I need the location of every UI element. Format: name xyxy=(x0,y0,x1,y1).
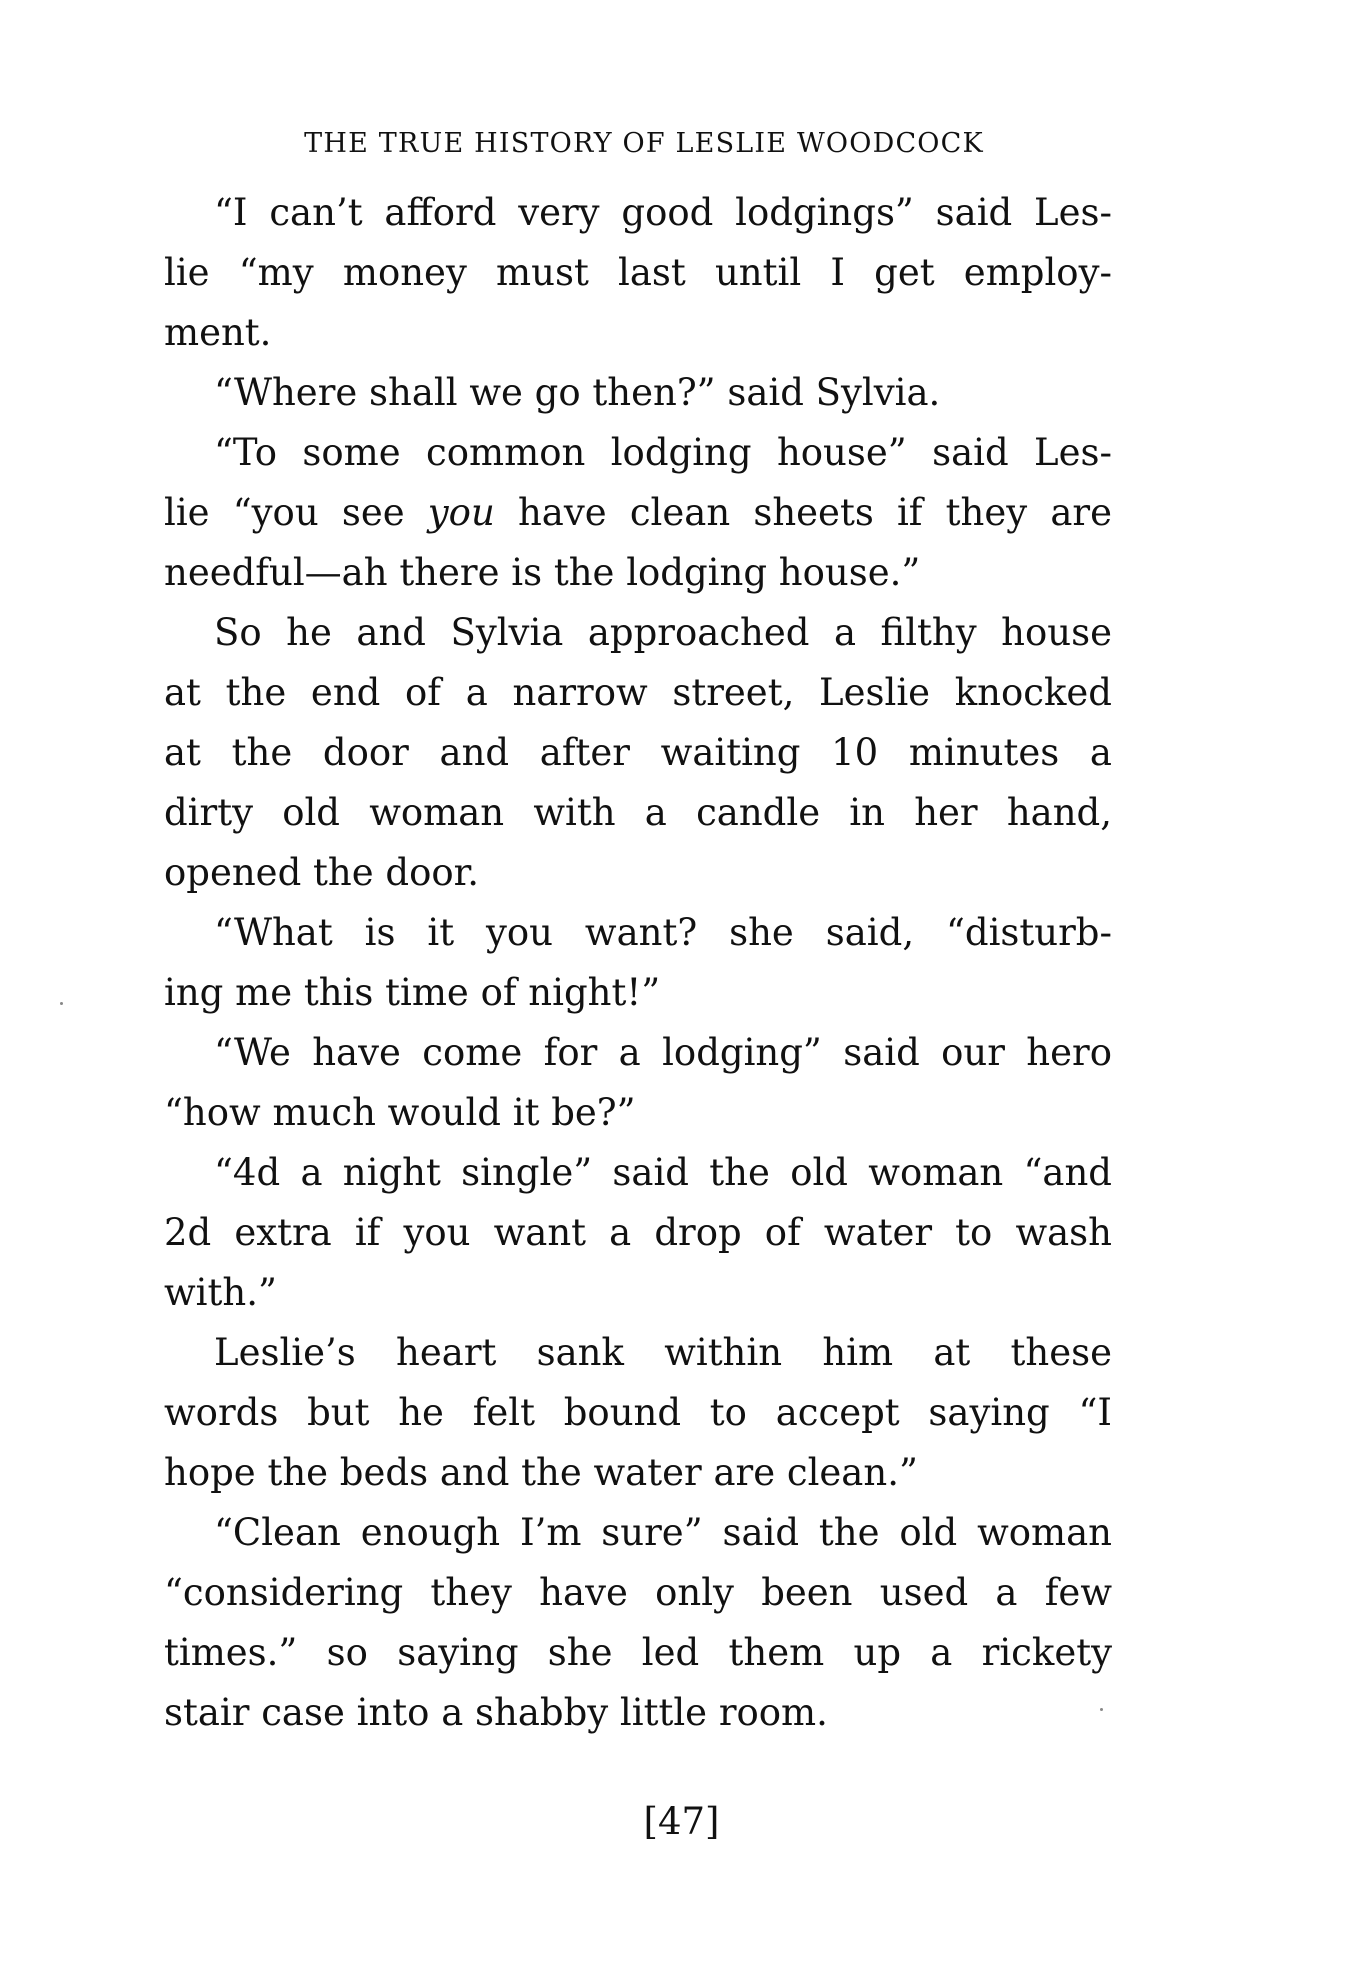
text-fragment: have clean sheets if they are xyxy=(494,491,1112,534)
text-line: Leslie’s heart sank within him at these xyxy=(214,1331,1112,1374)
text-line: lie “my money must last until I get employ- xyxy=(164,251,1112,294)
text-line: ment. xyxy=(164,311,272,354)
page-number: [47] xyxy=(643,1800,720,1843)
text-line: at the door and after waiting 10 minutes a xyxy=(164,731,1112,774)
text-line: needful—ah there is the lodging house.” xyxy=(164,551,921,594)
text-line: at the end of a narrow street, Leslie knocked xyxy=(164,671,1112,714)
text-line: with.” xyxy=(164,1271,277,1314)
text-line: “Clean enough I’m sure” said the old woman xyxy=(214,1511,1112,1554)
text-line: hope the beds and the water are clean.” xyxy=(164,1451,918,1494)
paper-speck xyxy=(60,1002,63,1005)
text-line: “Where shall we go then?” said Sylvia. xyxy=(214,371,941,414)
text-line xyxy=(164,483,1112,543)
text-line: “We have come for a lodging” said our hero xyxy=(214,1031,1112,1074)
text-line: ing me this time of night!” xyxy=(164,971,661,1014)
text-line: “To some common lodging house” said Les- xyxy=(214,431,1112,474)
text-line: 2d extra if you want a drop of water to wash xyxy=(164,1211,1112,1254)
text-line: “how much would it be?” xyxy=(164,1091,636,1134)
text-line: “What is it you want? she said, “disturb- xyxy=(214,911,1112,954)
text-line: stair case into a shabby little room. xyxy=(164,1691,828,1734)
text-line: “considering they have only been used a few xyxy=(164,1571,1112,1614)
body-text xyxy=(164,183,1112,1743)
text-line: words but he felt bound to accept saying “I xyxy=(164,1391,1112,1434)
text-line: dirty old woman with a candle in her hand, xyxy=(164,791,1112,834)
text-line: times.” so saying she led them up a rickety xyxy=(164,1631,1112,1674)
text-line: opened the door. xyxy=(164,851,480,894)
paper-speck xyxy=(1100,1708,1103,1711)
text-line: “I can’t afford very good lodgings” said Les- xyxy=(214,191,1112,234)
italic-word: you xyxy=(427,491,495,534)
text-fragment: lie “you see xyxy=(164,491,428,534)
text-line: “4d a night single” said the old woman “and xyxy=(214,1151,1112,1194)
running-head: THE TRUE HISTORY OF LESLIE WOODCOCK xyxy=(304,128,984,159)
text-line: So he and Sylvia approached a filthy house xyxy=(214,611,1112,654)
